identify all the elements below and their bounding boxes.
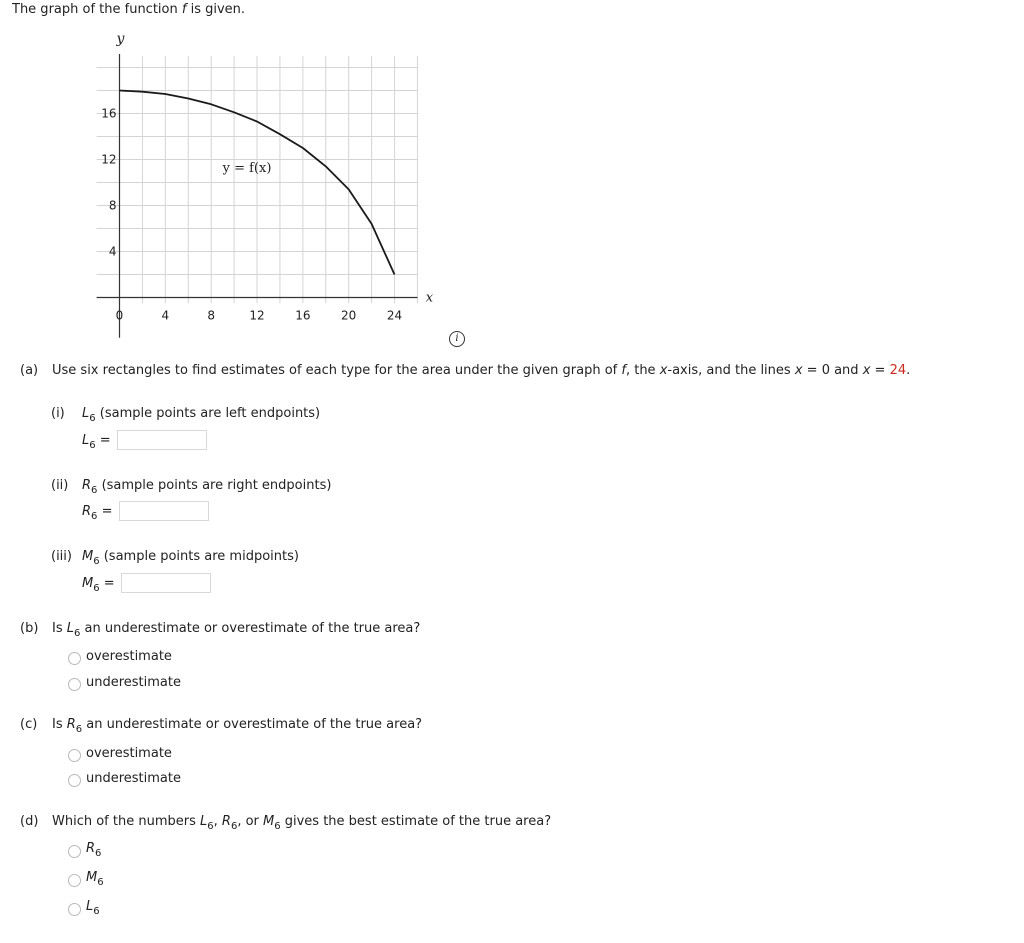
part-c-underestimate-radio[interactable] [68,774,81,787]
part-d-m6-label[interactable]: $M_6$ [86,870,104,888]
part-b-overestimate-label[interactable]: overestimate [86,649,172,664]
part-a-i-label: (i) $L_6$ (sample points are left endpoints) [51,406,321,424]
x-tick-label: 8 [207,308,216,323]
r6-answer-input[interactable] [119,501,209,521]
part-a-question: (a) Use six rectangles to find estimates of each type for the area under the given graph of f, the x-axis, and the lines x = 0 and x = 24. [20,363,911,378]
part-c-underestimate-label[interactable]: underestimate [86,771,181,786]
part-d-r6-radio[interactable] [68,845,81,858]
function-graph [80,35,450,347]
part-b-underestimate-radio[interactable] [68,678,81,691]
part-d-m6-radio[interactable] [68,874,81,887]
l6-equation-label: $L_6$ = [82,433,111,451]
upper-limit-value: 24 [889,363,907,378]
part-b-underestimate-label[interactable]: underestimate [86,675,181,690]
part-c-question: (c) Is $R_6$ an underestimate or overestimate of the true area? [20,717,423,735]
part-d-l6-label[interactable]: $L_6$ [86,899,100,917]
m6-equation-label: $M_6$ = [82,576,115,594]
x-tick-label: 16 [295,308,311,323]
part-c-overestimate-radio[interactable] [68,749,81,762]
info-icon[interactable]: i [449,331,465,347]
y-axis-label: y [116,35,125,47]
r6-equation-label: $R_6$ = [82,504,113,522]
x-tick-label: 20 [341,308,357,323]
x-tick-label: 24 [386,308,403,323]
x-axis-label: x [425,290,434,306]
part-d-l6-radio[interactable] [68,903,81,916]
y-tick-label: 4 [108,244,117,259]
x-tick-label: 12 [249,308,265,323]
m6-answer-input[interactable] [121,573,211,593]
x-tick-label: 4 [161,308,170,323]
part-b-overestimate-radio[interactable] [68,652,81,665]
l6-answer-input[interactable] [117,430,207,450]
part-b-question: (b) Is $L_6$ an underestimate or overestimate of the true area? [20,621,421,639]
x-tick-label: 0 [115,308,124,323]
part-a-ii-label: (ii) $R_6$ (sample points are right endpoints) [51,478,332,496]
part-a-iii-label: (iii) $M_6$ (sample points are midpoints) [51,549,299,567]
curve-label: y = f(x) [222,161,272,177]
part-d-r6-label[interactable]: $R_6$ [86,841,102,859]
y-tick-label: 12 [101,152,117,167]
y-tick-label: 16 [101,106,117,121]
part-d-question: (d) Which of the numbers $L_6$, $R_6$, or $M_6$ gives the best estimate of the true area? [20,814,552,832]
y-tick-label: 8 [108,198,117,213]
part-c-overestimate-label[interactable]: overestimate [86,746,172,761]
intro-text: The graph of the function f is given. [12,2,246,17]
